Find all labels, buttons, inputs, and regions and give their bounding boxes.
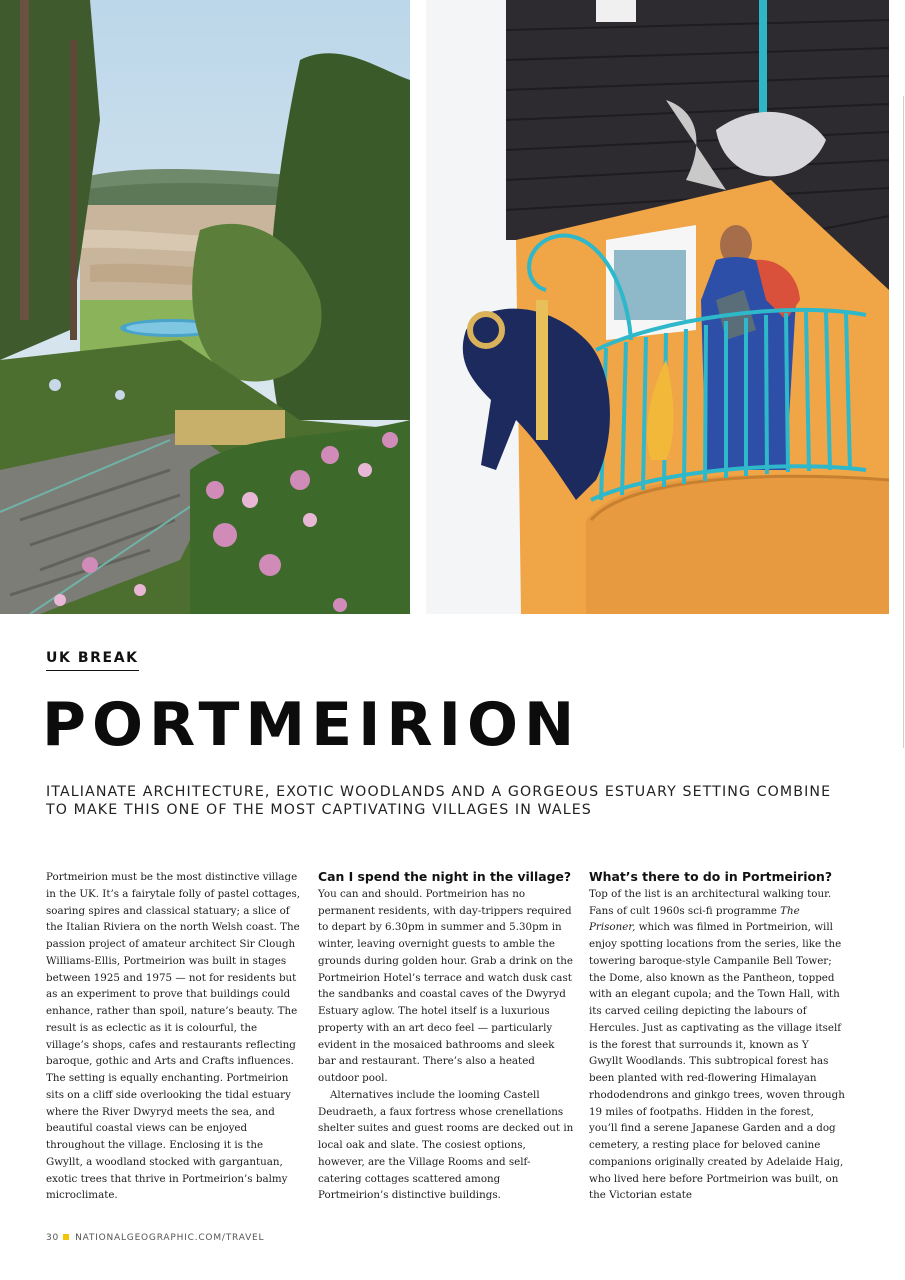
body-column-2 (318, 869, 574, 1204)
article-headline: PORTMEIRION (42, 690, 581, 760)
body-paragraph: Alternatives include the looming Castell Deudraeth, a faux fortress whose crenellations shelter suites and guest rooms are decked out in local oak and slate. The cosiest options, however, are the Village Rooms and self-catering cottages scattered among Portmeirion’s distinctive buildings. (318, 1088, 574, 1202)
page-number: 30 (46, 1233, 60, 1243)
programme-title: The Prisoner, (589, 904, 800, 934)
article-standfirst: ITALIANATE ARCHITECTURE, EXOTIC WOODLANDS AND A GORGEOUS ESTUARY SETTING COMBINE TO MAKE THIS ONE OF THE MOST CAPTIVATING VILLAGES IN WALES (46, 784, 832, 818)
body-paragraph: You can and should. Portmeirion has no permanent residents, with day-trippers required to depart by 6.30pm in summer and 5.30pm in winter, leaving overnight guests to amble the grounds during golden hour. Grab a drink on the Portmeirion Hotel’s terrace and watch dusk cast the sandbanks and coastal caves of the Dwyryd Estuary aglow. The hotel itself is a luxurious property with an art deco feel — particularly evident in the mosaiced bathrooms and sleek bar and restaurant. There’s also a heated outdoor pool. (318, 887, 574, 1084)
body-column-3 (589, 869, 845, 1204)
body-paragraph (589, 886, 845, 1204)
section-heading-stay: Can I spend the night in the village? (318, 869, 572, 884)
text-run: Top of the list is an architectural walking tour. Fans of cult 1960s sci-fi programme (589, 887, 832, 917)
section-heading-things-to-do: What’s there to do in Portmeirion? (589, 869, 833, 884)
site-url: NATIONALGEOGRAPHIC.COM/TRAVEL (75, 1233, 265, 1243)
body-column-1 (46, 869, 302, 1204)
estuary-garden-photo (0, 0, 410, 614)
yellow-square-icon (63, 1234, 69, 1240)
section-kicker: UK BREAK (46, 650, 139, 671)
balcony-statue-photo (426, 0, 889, 614)
body-paragraph: Portmeirion must be the most distinctive village in the UK. It’s a fairytale folly of pastel cottages, soaring spires and classical statuary; a slice of the Italian Riviera on the north Welsh coast. The passion project of amateur architect Sir Clough Williams-Ellis, Portmeirion was built in stages between 1925 and 1975 — not for residents but as an experiment to prove that buildings could enhance, rather than spoil, nature’s beauty. The result is as eclectic as it is colourful, the village’s shops, cafes and restaurants reflecting baroque, gothic and Arts and Crafts influences. The setting is equally enchanting. Portmeirion sits on a cliff side overlooking the tidal estuary where the River Dwyryd meets the sea, and beautiful coastal views can be enjoyed throughout the village. Enclosing it is the Gwyllt, a woodland stocked with gargantuan, exotic trees that thrive in Portmeirion’s balmy microclimate. (46, 871, 301, 1202)
page-footer (46, 1233, 264, 1243)
text-run: which was filmed in Portmeirion, will enjoy spotting locations from the series, like the towering baroque-style Campanile Bell Tower; the Dome, also known as the Pantheon, topped with an elegant cupola; and the Town Hall, with its carved ceiling depicting the labours of Hercules. Just as captivating as the village itself is the forest that surrounds it, known as Y Gwyllt Woodlands. This subtropical forest has been planted with red-flowering Himalayan rhododendrons and ginkgo trees, woven through 19 miles of footpaths. Hidden in the forest, you’ll find a serene Japanese Garden and a dog cemetery, a resting place for beloved canine companions originally created by Adelaide Haig, who lived here before Portmeirion was built, on the Victorian estate (589, 921, 845, 1202)
page-edge-divider (903, 96, 904, 748)
